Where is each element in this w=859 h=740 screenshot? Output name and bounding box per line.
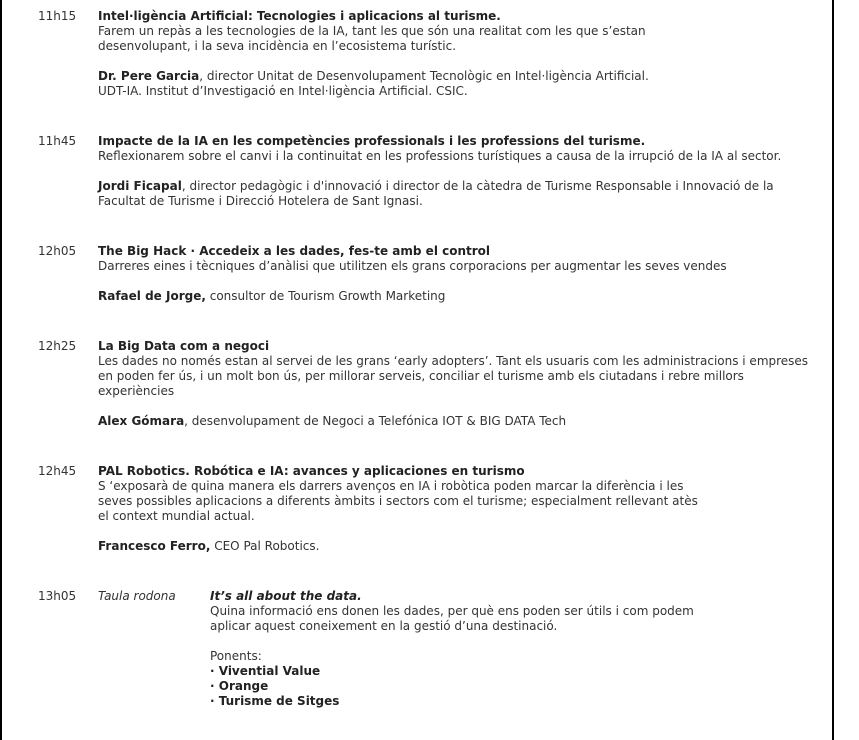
session-desc-line: Quina informació ens donen les dades, per què ens poden ser útils i com podem <box>210 604 694 618</box>
ponent-item: · Vivential Value <box>210 664 321 678</box>
speaker <box>98 69 839 84</box>
session-desc-line: en poden fer ús, i un molt bon ús, per millorar serveis, conciliar el turisme amb els ciutadans i rebre millors <box>98 369 744 383</box>
speaker-role: , desenvolupament de Negoci a Telefónica IOT & BIG DATA Tech <box>184 414 567 428</box>
speaker <box>98 289 839 304</box>
session-title: Impacte de la IA en les competències professionals i les professions del turisme. <box>98 134 646 148</box>
session-title: La Big Data com a negoci <box>98 339 270 353</box>
speaker-name: Rafael de Jorge, <box>98 289 206 303</box>
session-time: 13h05 <box>38 589 77 603</box>
session-desc-line: el context mundial actual. <box>98 509 255 523</box>
speaker <box>98 179 839 194</box>
speaker <box>98 539 839 554</box>
session-desc-line: Les dades no només estan al servei de les grans ‘early adopters’. Tant els usuaris com les administracions i empreses <box>98 354 809 368</box>
round-table-title: It’s all about the data. <box>210 589 362 603</box>
speaker-extra: UDT-IA. Institut d’Investigació en Intel·ligència Artificial. CSIC. <box>98 84 468 98</box>
session-time: 12h05 <box>38 244 77 258</box>
session-desc-line: seves possibles aplicacions a diferents àmbits i sectors com el turisme; especialment rellevant atès <box>98 494 698 508</box>
speaker-role: , director pedagògic i d'innovació i director de la càtedra de Turisme Responsable i Innovació de la <box>181 179 774 193</box>
ponent-item: · Turisme de Sitges <box>210 694 340 708</box>
session-title: The Big Hack · Accedeix a les dades, fes-te amb el control <box>98 244 491 258</box>
session-1145 <box>38 134 839 209</box>
session-format: Taula rodona <box>98 589 176 603</box>
ponent-item: · Orange <box>210 679 269 693</box>
session-time: 12h45 <box>38 464 77 478</box>
speaker <box>98 414 839 429</box>
session-desc-line: Reflexionarem sobre el canvi i la continuitat en les professions turístiques a causa de la irrupció de la IA al sector. <box>98 149 782 163</box>
speaker-name: Alex Gómara <box>98 414 185 428</box>
session-time: 12h25 <box>38 339 77 353</box>
session-1245 <box>38 464 839 554</box>
session-desc-line: Farem un repàs a les tecnologies de la IA, tant les que són una realitat com les que s’estan <box>98 24 646 38</box>
session-1305-round-table <box>38 589 839 709</box>
session-desc-line: Darreres eines i tècniques d’anàlisi que utilitzen els grans corporacions per augmentar les seves vendes <box>98 259 727 273</box>
speaker-role: , director Unitat de Desenvolupament Tecnològic en Intel·ligència Artificial. <box>199 69 649 83</box>
session-desc-line: experiències <box>98 384 175 398</box>
session-time: 11h15 <box>38 9 77 23</box>
session-desc-line: aplicar aquest coneixement en la gestió d’una destinació. <box>210 619 558 633</box>
session-1205 <box>38 244 839 304</box>
speaker-extra: Facultat de Turisme i Direcció Hotelera de Sant Ignasi. <box>98 194 423 208</box>
session-1115 <box>38 9 839 99</box>
speaker-role: CEO Pal Robotics. <box>210 539 320 553</box>
ponents-label: Ponents: <box>210 649 262 663</box>
session-title: Intel·ligència Artificial: Tecnologies i aplicacions al turisme. <box>98 9 501 23</box>
session-title: PAL Robotics. Robótica e IA: avances y aplicaciones en turismo <box>98 464 525 478</box>
speaker-role: consultor de Tourism Growth Marketing <box>205 289 446 303</box>
session-desc-line: S ‘exposarà de quina manera els darrers avenços en IA i robòtica poden marcar la diferència i les <box>98 479 684 493</box>
session-desc-line: desenvolupant, i la seva incidència en l’ecosistema turístic. <box>98 39 457 53</box>
speaker-name: Dr. Pere Garcia <box>98 69 200 83</box>
session-time: 11h45 <box>38 134 77 148</box>
speaker-name: Francesco Ferro, <box>98 539 211 553</box>
session-1225 <box>38 339 839 429</box>
speaker-name: Jordi Ficapal <box>98 179 182 193</box>
